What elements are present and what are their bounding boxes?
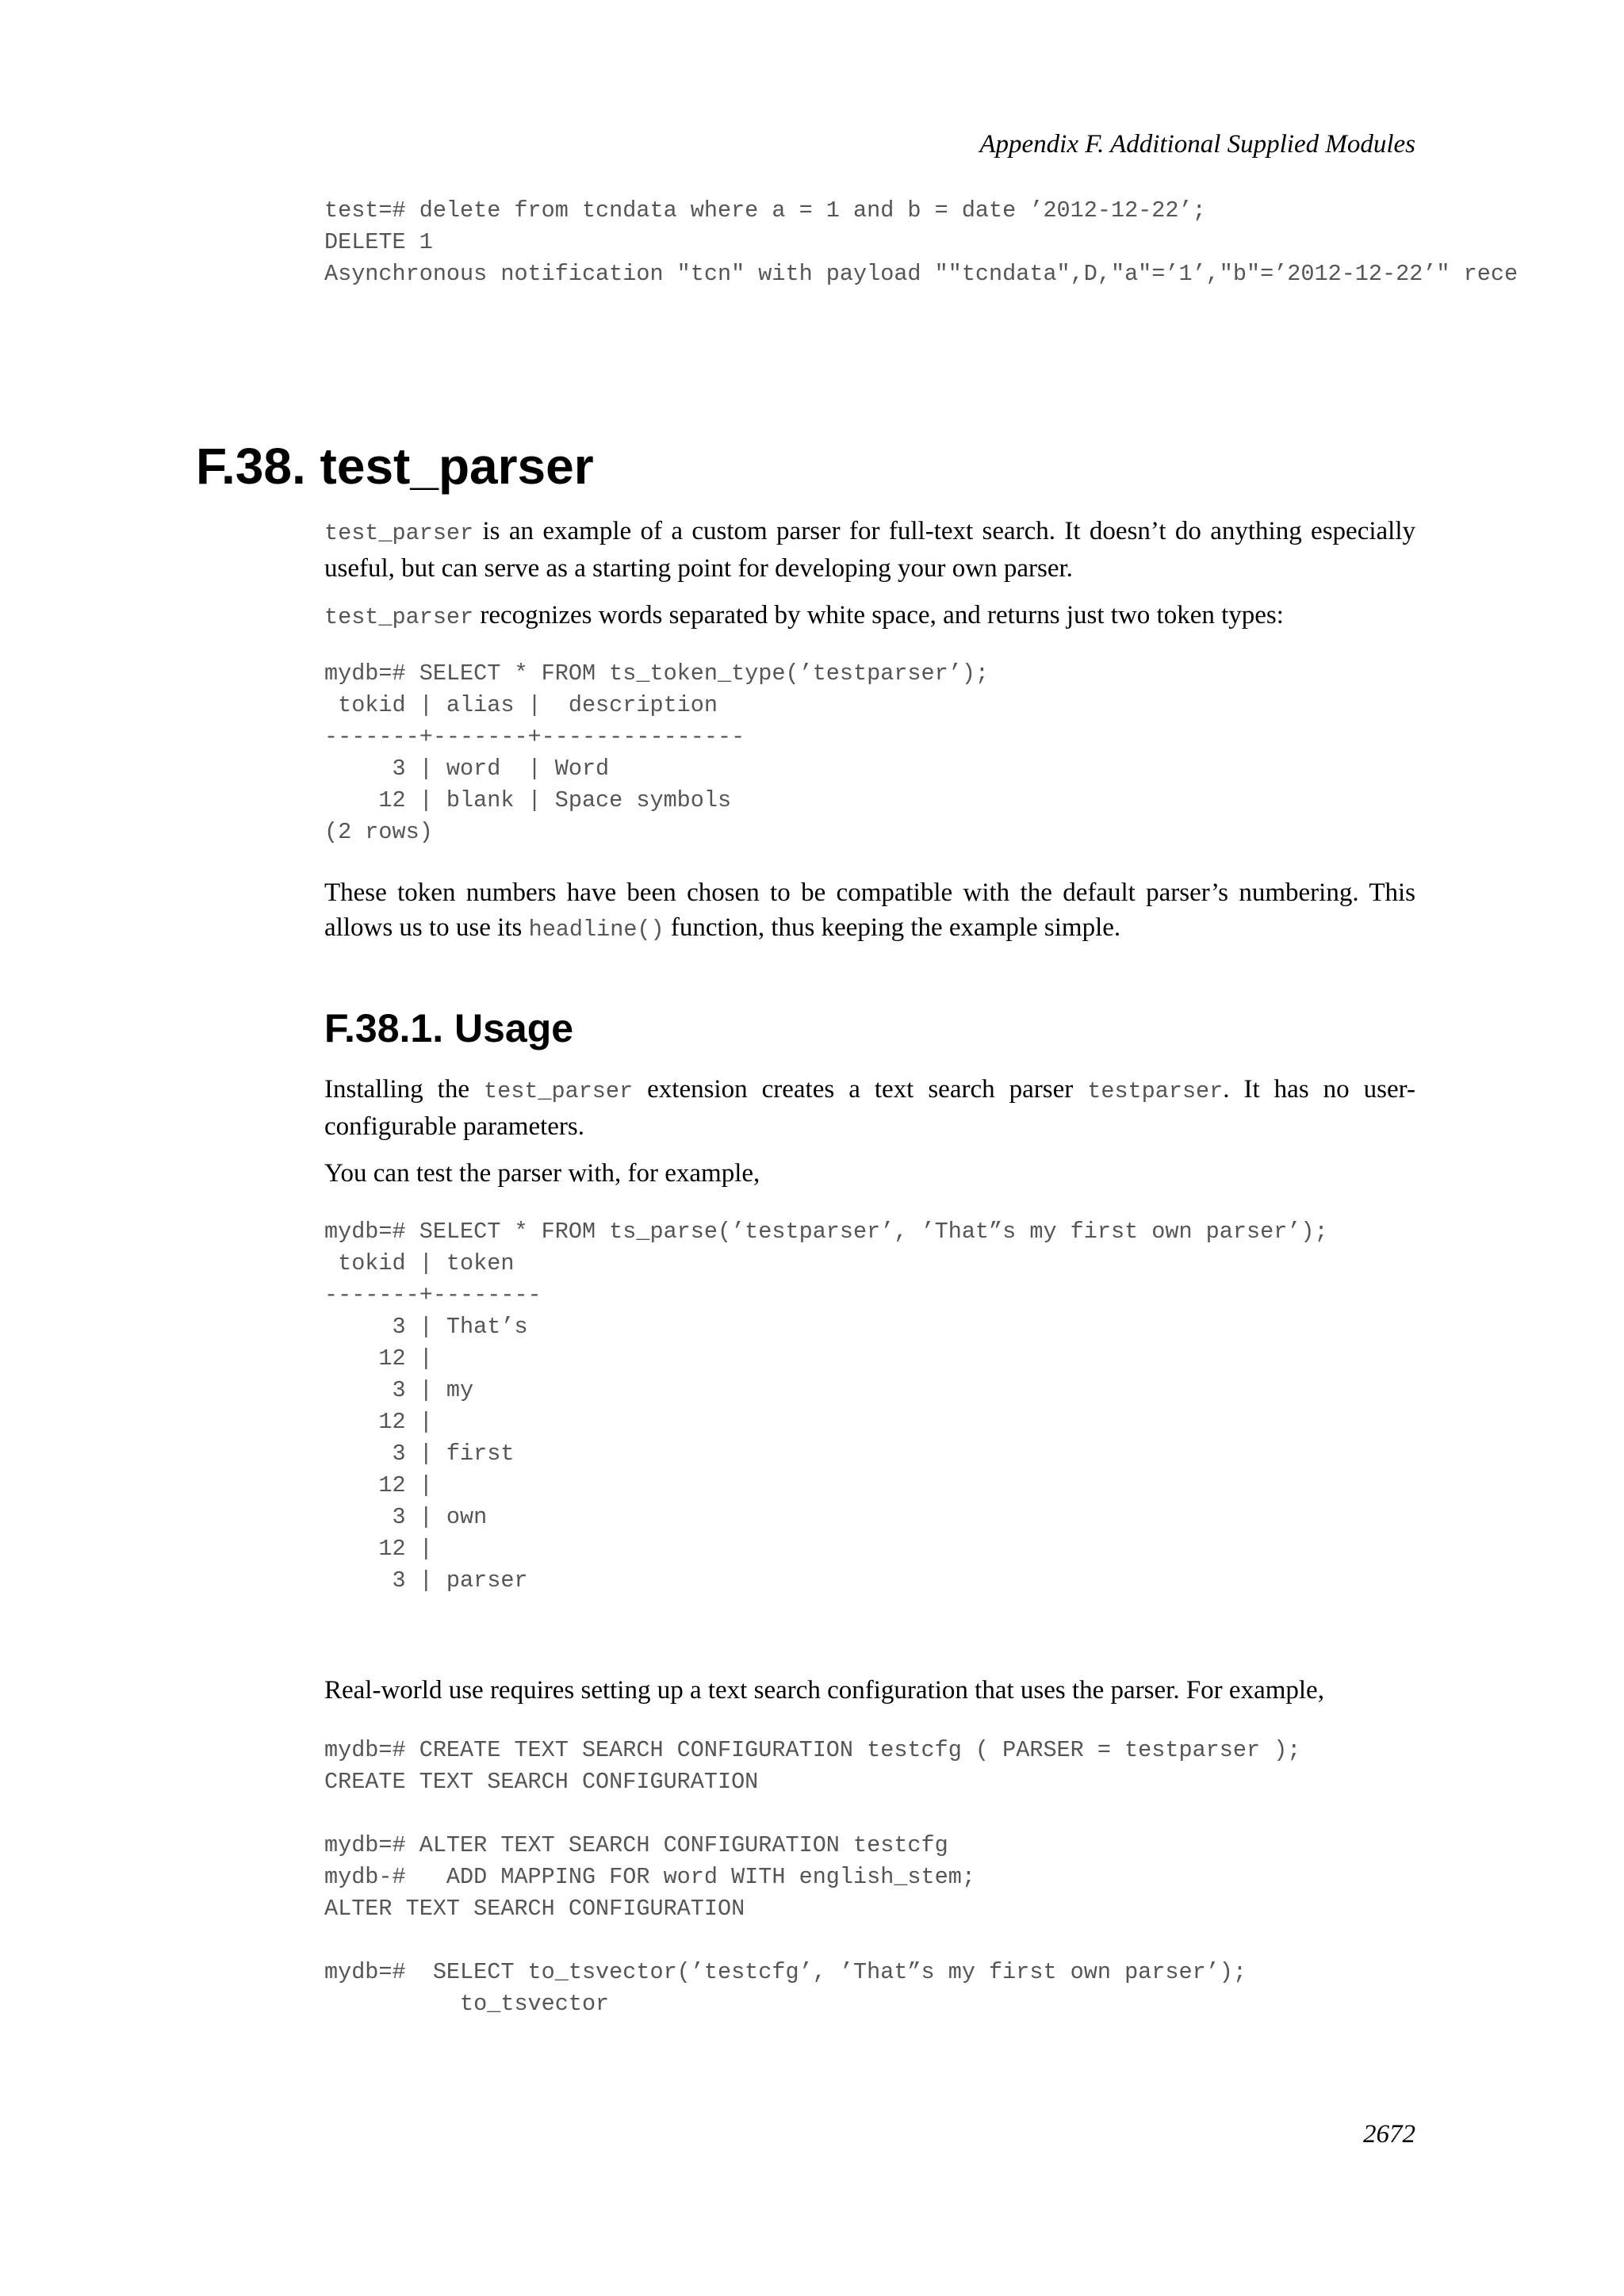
paragraph-text: These token numbers have been chosen to be compatible with the default parser’s numbering. This allows us to use its [324,878,1415,942]
intro-paragraph [324,514,1415,586]
section-title: F.38. test_parser [196,438,594,495]
token-types-paragraph [324,598,1415,635]
real-world-paragraph: Real-world use requires setting up a text search configuration that uses the parser. For example, [324,1676,1324,1705]
paragraph-text: is an example of a custom parser for full-text search. It doesn’t do anything especially useful, but can serve as a starting point for developing your own parser. [324,517,1415,583]
code-block-config: mydb=# CREATE TEXT SEARCH CONFIGURATION testcfg ( PARSER = testparser ); CREATE TEXT SEARCH CONFIGURATION mydb=# ALTER TEXT SEARCH CONFIGURATION testcfg mydb-# ADD MAPPING FOR word WITH english_stem; ALTER TEXT SEARCH CONFIGURATION mydb=# SELECT to_tsvector(’testcfg’, ’That”s my first own parser’); to_tsvector [324,1737,1301,2017]
inline-code: test_parser [324,520,474,546]
inline-code: test_parser [483,1078,634,1104]
page-number: 2672 [1363,2120,1415,2149]
token-numbers-paragraph [324,875,1415,947]
running-head: Appendix F. Additional Supplied Modules [979,130,1415,159]
paragraph-text: extension creates a text search parser [633,1075,1088,1104]
subsection-title: F.38.1. Usage [324,1006,574,1050]
paragraph-text: . It has no user-configurable parameters. [324,1075,1415,1141]
paragraph-text: Installing the [324,1075,484,1104]
code-block-token-types: mydb=# SELECT * FROM ts_token_type(’testparser’); tokid | alias | description -------+-------+--------------- 3 | word | Word 12 | blank | Space symbols (2 rows) [324,660,990,845]
usage-paragraph [324,1072,1415,1144]
code-block-ts-parse: mydb=# SELECT * FROM ts_parse(’testparser’, ’That”s my first own parser’); tokid | token -------+-------- 3 | That’s 12 | 3 | my 12 | 3 | first 12 | 3 | own 12 | 3 | parser [324,1219,1328,1594]
code-block-tcn-delete: test=# delete from tcndata where a = 1 and b = date ’2012-12-22’; DELETE 1 Asynchronous notification "tcn" with payload ""tcndata",D,"a"=’1’,"b"=’2012-12-22’" rece [324,197,1519,287]
example-intro-paragraph: You can test the parser with, for example, [324,1159,760,1188]
inline-code: test_parser [324,604,474,630]
inline-code: headline() [528,916,665,943]
paragraph-text: recognizes words separated by white space, and returns just two token types: [473,601,1284,629]
inline-code: testparser [1087,1078,1224,1104]
paragraph-text: function, thus keeping the example simple. [664,913,1121,942]
